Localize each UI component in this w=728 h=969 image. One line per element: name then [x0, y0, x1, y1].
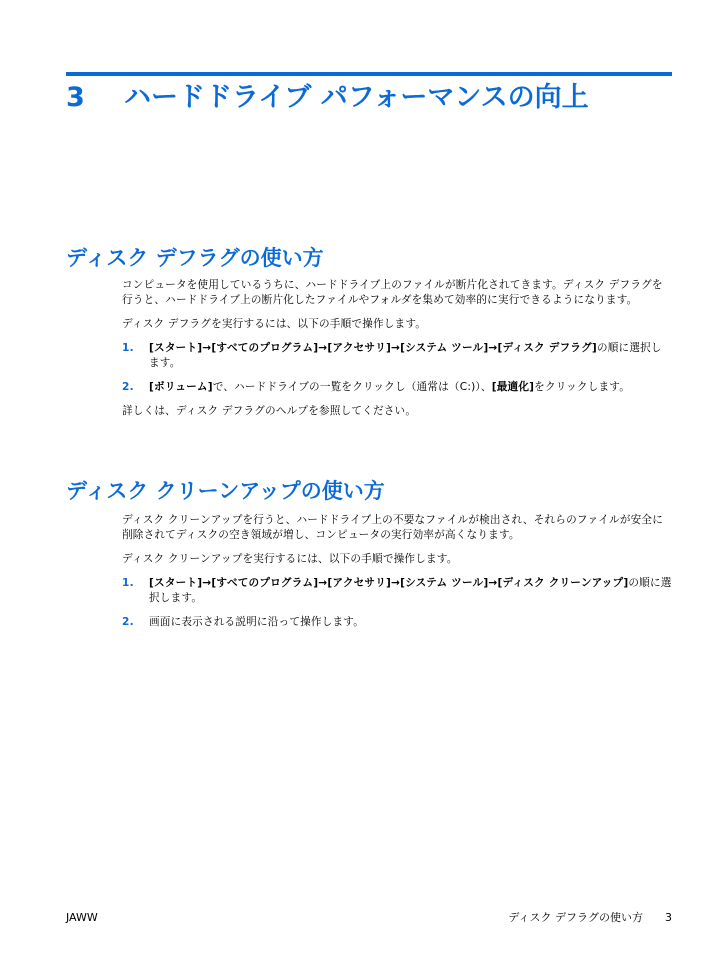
- chapter-title-text: ハードドライブ パフォーマンスの向上: [124, 82, 589, 113]
- step-text: の順に選択します。: [149, 342, 662, 369]
- cleanup-step-1: [122, 576, 672, 606]
- step-number: 1.: [122, 342, 134, 354]
- step-number: 2.: [122, 616, 134, 628]
- defrag-section: [66, 245, 676, 419]
- step-number: 2.: [122, 381, 134, 393]
- footer-running-head: [508, 911, 672, 925]
- footer-page-number: 3: [665, 911, 672, 924]
- defrag-intro: コンピュータを使用しているうちに、ハードドライブ上のファイルが断片化されてきます。ディスク デフラグを行うと、ハードドライブ上の断片化したファイルやフォルダを集めて効率的に実行できるようになります。: [122, 279, 663, 306]
- step-number: 1.: [122, 577, 134, 589]
- footer-section-title: ディスク デフラグの使い方: [508, 911, 643, 924]
- step-command: [スタート]→[すべてのプログラム]→[アクセサリ]→[システム ツール]→[ディスク クリーンアップ]: [149, 577, 629, 589]
- step-text: で、ハードドライブの一覧をクリックし（通常は（C:)）、: [212, 381, 492, 393]
- step-text-2: をクリックします。: [534, 381, 631, 393]
- defrag-step-2: [122, 380, 672, 395]
- defrag-heading: ディスク デフラグの使い方: [66, 246, 324, 270]
- step-text: 画面に表示される説明に沿って操作します。: [149, 616, 365, 628]
- chapter-top-rule: [66, 72, 672, 76]
- step-command: [スタート]→[すべてのプログラム]→[アクセサリ]→[システム ツール]→[ディスク デフラグ]: [149, 342, 597, 354]
- defrag-lead: ディスク デフラグを実行するには、以下の手順で操作します。: [122, 318, 427, 330]
- chapter-title: [66, 82, 676, 114]
- cleanup-heading: ディスク クリーンアップの使い方: [66, 479, 385, 503]
- cleanup-section: [66, 478, 676, 630]
- step-command-2: [最適化]: [491, 381, 535, 393]
- step-command: [ボリューム]: [149, 381, 213, 393]
- cleanup-intro: ディスク クリーンアップを行うと、ハードドライブ上の不要なファイルが検出され、それらのファイルが安全に削除されてディスクの空き領域が増し、コンピュータの実行効率が高くなります。: [122, 514, 664, 541]
- defrag-step-1: [122, 341, 672, 371]
- chapter-number: 3: [66, 82, 85, 113]
- cleanup-lead: ディスク クリーンアップを実行するには、以下の手順で操作します。: [122, 553, 458, 565]
- step-text: の順に選択します。: [149, 577, 672, 604]
- footer-doc-code: JAWW: [66, 911, 98, 924]
- defrag-note: 詳しくは、ディスク デフラグのヘルプを参照してください。: [122, 405, 417, 417]
- cleanup-step-2: [122, 615, 672, 630]
